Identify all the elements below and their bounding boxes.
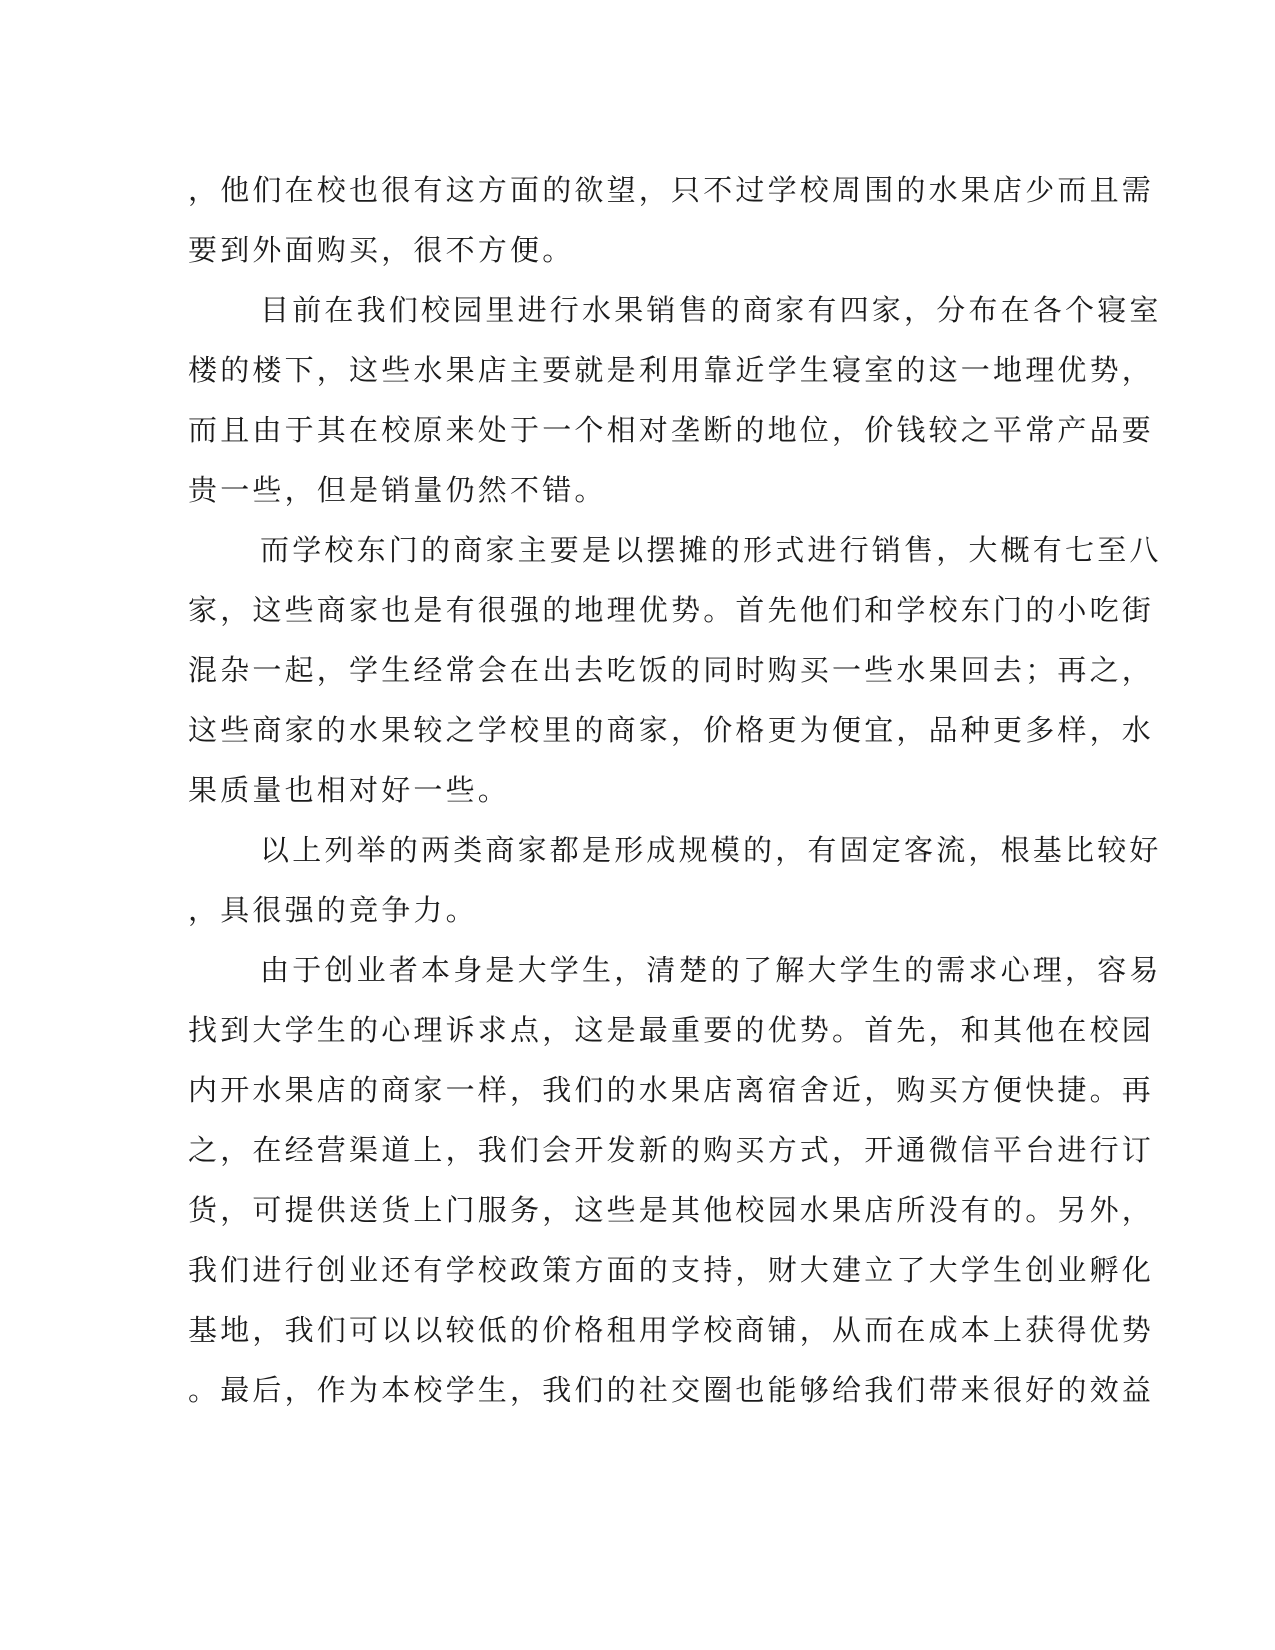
text-line: 楼的楼下，这些水果店主要就是利用靠近学生寝室的这一地理优势，	[188, 353, 1155, 387]
paragraph	[188, 820, 1162, 940]
text-line: 。最后，作为本校学生，我们的社交圈也能够给我们带来很好的效益	[188, 1373, 1155, 1407]
text-line: 由于创业者本身是大学生，清楚的了解大学生的需求心理，容易	[260, 953, 1162, 987]
text-line: 而学校东门的商家主要是以摆摊的形式进行销售，大概有七至八	[260, 533, 1162, 567]
text-line: 要到外面购买，很不方便。	[188, 233, 575, 267]
text-line: 果质量也相对好一些。	[188, 773, 511, 807]
text-line: 以上列举的两类商家都是形成规模的，有固定客流，根基比较好	[260, 833, 1162, 867]
text-line: 而且由于其在校原来处于一个相对垄断的地位，价钱较之平常产品要	[188, 413, 1155, 447]
paragraph	[188, 520, 1162, 820]
text-line: 我们进行创业还有学校政策方面的支持，财大建立了大学生创业孵化	[188, 1253, 1155, 1287]
text-line: 混杂一起，学生经常会在出去吃饭的同时购买一些水果回去；再之，	[188, 653, 1155, 687]
text-line: 找到大学生的心理诉求点，这是最重要的优势。首先，和其他在校园	[188, 1013, 1155, 1047]
text-line: 货，可提供送货上门服务，这些是其他校园水果店所没有的。另外，	[188, 1193, 1155, 1227]
text-line: 贵一些，但是销量仍然不错。	[188, 473, 607, 507]
text-line: 之，在经营渠道上，我们会开发新的购买方式，开通微信平台进行订	[188, 1133, 1155, 1167]
text-line: 内开水果店的商家一样，我们的水果店离宿舍近，购买方便快捷。再	[188, 1073, 1155, 1107]
paragraph	[188, 940, 1162, 1420]
text-line: 基地，我们可以以较低的价格租用学校商铺，从而在成本上获得优势	[188, 1313, 1155, 1347]
text-line: ，他们在校也很有这方面的欲望，只不过学校周围的水果店少而且需	[188, 173, 1155, 207]
text-line: 目前在我们校园里进行水果销售的商家有四家，分布在各个寝室	[260, 293, 1162, 327]
paragraph	[188, 280, 1162, 520]
document-body	[188, 160, 1162, 1420]
text-line: 家，这些商家也是有很强的地理优势。首先他们和学校东门的小吃街	[188, 593, 1155, 627]
paragraph	[188, 160, 1155, 280]
text-line: 这些商家的水果较之学校里的商家，价格更为便宜，品种更多样，水	[188, 713, 1155, 747]
text-line: ，具很强的竞争力。	[188, 893, 478, 927]
